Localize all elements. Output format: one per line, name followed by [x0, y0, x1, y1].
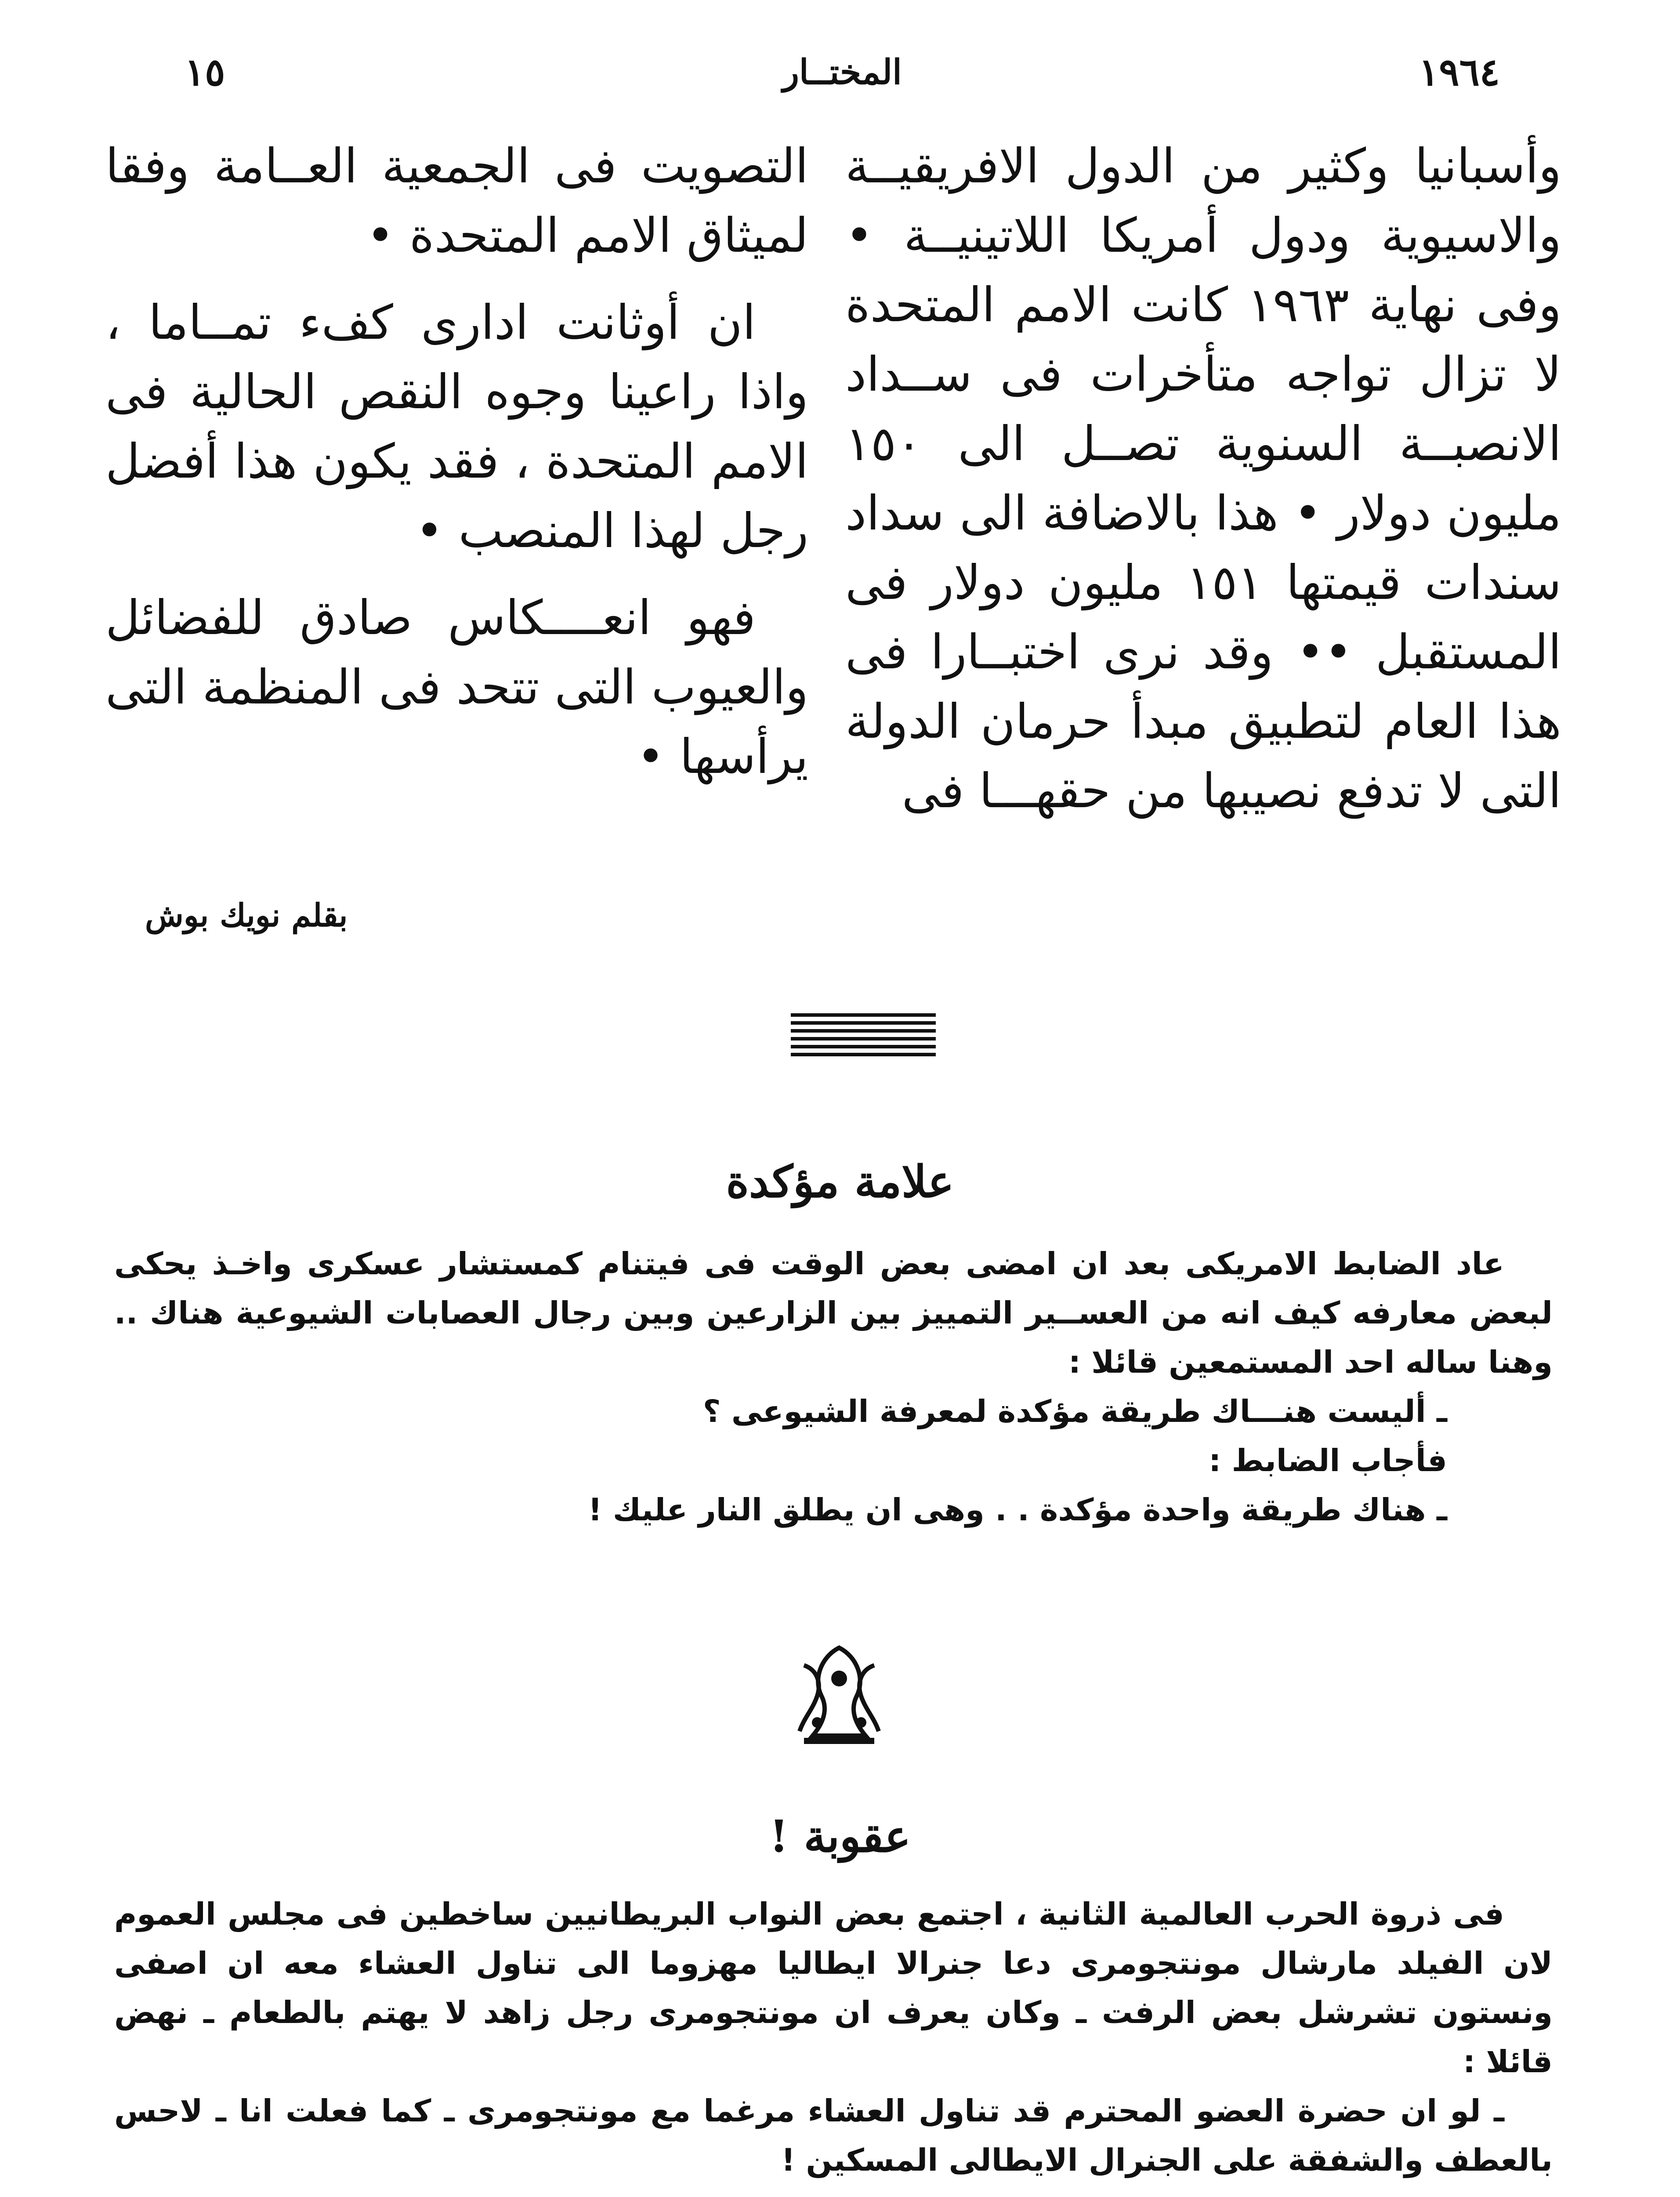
- article-left-column: [105, 132, 808, 809]
- article-byline: بقلم نويك بوش: [145, 896, 348, 934]
- striped-divider-icon: [791, 1011, 936, 1059]
- running-header: [123, 48, 1561, 101]
- anecdote-body: [114, 1889, 1553, 2185]
- anecdote-paragraph: فى ذروة الحرب العالمية الثانية ، اجتمع بعض النواب البريطانيين ساخطين فى مجلس العموم لان الفيلد مارشال مونتجومرى دعا جنرالا ايطاليا مهزوما الى تناول العشاء معه ان اصفى ونستون تشرشل بعض الرفت ـ وكان يعرف ان مونتجومرى رجل زاهد لا يهتم بالطعام ـ نهض قائلا :: [114, 1896, 1553, 2080]
- anecdote-dialog-line: ـ لو ان حضرة العضو المحترم قد تناول العشاء مرغما مع مونتجومرى ـ كما فعلت انا ـ لاحس بالعطف والشفقة على الجنرال الايطالى المسكين !: [114, 2093, 1553, 2178]
- article-paragraph: فهو انعــــكاس صادق للفضائل والعيوب التى تتحد فى المنظمة التى يرأسها •: [105, 591, 808, 784]
- page-number: ١٥: [185, 50, 225, 94]
- anecdote-title: علامة مؤكدة: [726, 1156, 954, 1207]
- magazine-title: المختــار: [782, 52, 902, 92]
- anecdote-body: [114, 1239, 1553, 1534]
- article-paragraph: ان أوثانت ادارى كفء تمــاما ، واذا راعينا وجوه النقص الحالية فى الامم المتحدة ، فقد يكون هذا أفضل رجل لهذا المنصب •: [105, 295, 808, 558]
- issue-year: ١٩٦٤: [1419, 50, 1500, 94]
- article-paragraph: وأسبانيا وكثير من الدول الافريقيــة والاسيوية ودول أمريكا اللاتينيــة • وفى نهاية ١٩٦٣ كانت الامم المتحدة لا تزال تواجه متأخرات فى ســداد الانصبــة السنوية تصــل الى ١٥٠ مليون دولار • هذا بالاضافة الى سداد سندات قيمتها ١٥١ مليون دولار فى المستقبل •• وقد نرى اختبــارا فى هذا العام لتطبيق مبدأ حرمان الدولة التى لا تدفع نصيبها من حقهـــا فى: [845, 139, 1561, 819]
- article-paragraph: التصويت فى الجمعية العــامة وفقا لميثاق الامم المتحدة •: [105, 139, 808, 263]
- anecdote-dialog-line: فأجاب الضابط :: [1209, 1443, 1447, 1479]
- anecdote-dialog-line: ـ هناك طريقة واحدة مؤكدة . . وهى ان يطلق النار عليك !: [588, 1492, 1447, 1528]
- article-right-column: [845, 132, 1561, 844]
- anecdote-paragraph: عاد الضابط الامريكى بعد ان امضى بعض الوقت فى فيتنام كمستشار عسكرى واخـذ يحكى لبعض معارفه كيف انه من العســير التمييز بين الزارعين وبين رجال العصابات الشيوعية هناك .. وهنا ساله احد المستمعين قائلا :: [114, 1246, 1553, 1380]
- anecdote-dialog-line: ـ أليست هنـــاك طريقة مؤكدة لمعرفة الشيوعى ؟: [702, 1393, 1447, 1429]
- floral-ornament-icon: [786, 1639, 892, 1749]
- anecdote-title: عقوبة !: [769, 1810, 911, 1862]
